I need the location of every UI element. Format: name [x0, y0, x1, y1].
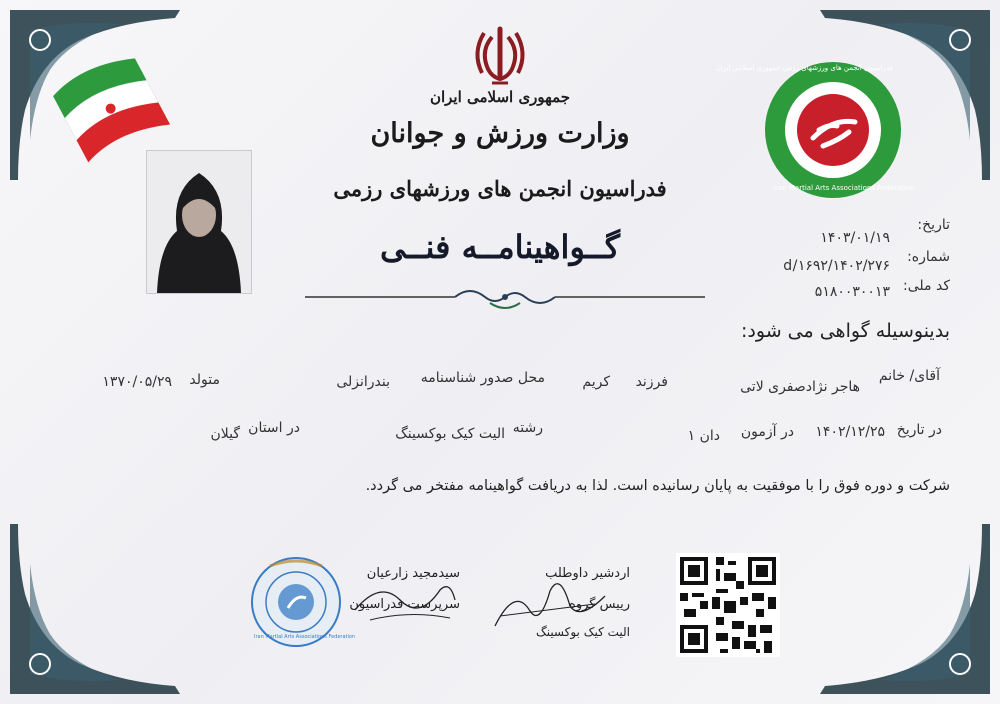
corner-ornament-bottom-right: [810, 514, 1000, 704]
id-place-label: محل صدور شناسنامه: [420, 370, 545, 386]
id-place: بندرانزلی: [336, 374, 390, 390]
seal-ring-text-en: Iran Martial Arts Associations Federation: [773, 184, 915, 192]
province: گیلان: [210, 426, 240, 442]
signature-1-scribble: [350, 570, 460, 630]
signature-1-name: سیدمجید زارعیان: [366, 566, 460, 581]
federation-stamp: [250, 556, 356, 648]
federation-seal: [715, 60, 915, 200]
title-label: آقای/ خانم: [878, 368, 940, 384]
exam-label: در آزمون: [740, 424, 794, 440]
applicant-name: هاجر نژادصفری لاتی: [740, 379, 860, 395]
number-value: ۱۴۰۲/۲۷۶/d/۱۶۹۲: [783, 258, 890, 274]
born-label: متولد: [189, 372, 220, 388]
date-label: تاریخ:: [917, 217, 950, 233]
republic-title: جمهوری اسلامی ایران: [429, 88, 571, 106]
exam-date-label: در تاریخ: [896, 422, 942, 438]
province-label: در استان: [248, 420, 300, 436]
national-code-value: ۵۱۸۰۰۳۰۰۱۳: [814, 284, 890, 300]
signature-2-name: اردشیر داوطلب: [545, 566, 630, 581]
father-label: فرزند: [635, 374, 668, 390]
federation-title: فدراسیون انجمن های ورزشهای رزمی: [333, 176, 667, 201]
signature-2-scribble: [485, 566, 615, 636]
ornamental-divider: [305, 285, 705, 313]
qr-code[interactable]: [676, 553, 780, 657]
number-label: شماره:: [907, 249, 950, 265]
national-code-label: کد ملی:: [903, 278, 950, 294]
seal-ring-text-fa: فدراسیون انجمن های ورزشهای رزمی جمهوری اسلامی ایران: [715, 64, 893, 72]
signature-2-subtitle: الیت کیک بوکسینگ: [535, 625, 630, 639]
date-value: ۱۴۰۳/۰۱/۱۹: [820, 230, 890, 246]
signature-1-title: سرپرست فدراسیون: [349, 597, 460, 612]
applicant-photo: [146, 150, 252, 294]
corner-ornament-bottom-left: [0, 514, 190, 704]
father-name: کریم: [582, 374, 610, 390]
exam-date: ۱۴۰۲/۱۲/۲۵: [815, 424, 885, 440]
ministry-title: وزارت ورزش و جوانان: [370, 118, 630, 149]
signature-2-title: رییس گروه: [569, 597, 630, 612]
completion-text: شرکت و دوره فوق را با موفقیت به پایان رسانیده است. لذا به دریافت گواهینامه مفتخر می گردد.: [365, 478, 950, 494]
certificate-title: گــواهینامــه فنــی: [380, 228, 620, 266]
stamp-text: Iran Martial Arts Associations Federation: [254, 634, 356, 640]
field-value: الیت کیک بوکسینگ: [395, 426, 505, 442]
iran-emblem-icon: [470, 25, 530, 87]
field-label: رشته: [512, 420, 543, 436]
exam-rank: دان ۱: [687, 428, 720, 444]
certify-line: بدینوسیله گواهی می شود:: [741, 320, 950, 342]
born-date: ۱۳۷۰/۰۵/۲۹: [102, 374, 172, 390]
